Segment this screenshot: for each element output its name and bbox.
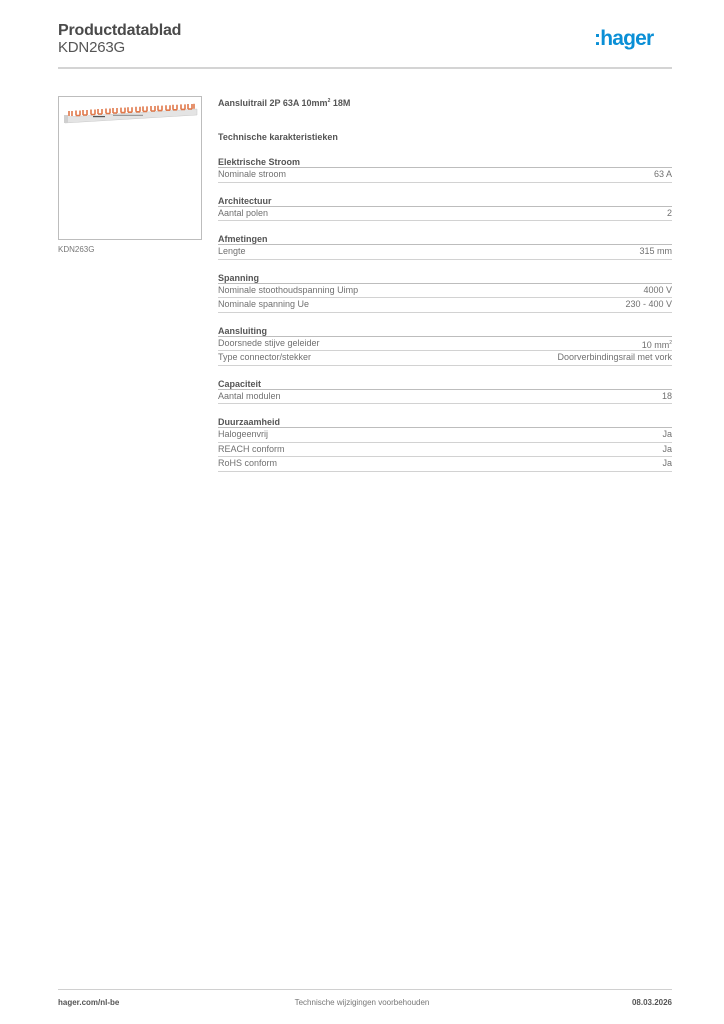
spec-label: Aantal modulen [218, 390, 281, 401]
spec-group-duurzaamheid [218, 416, 672, 472]
spec-row [218, 428, 672, 443]
spec-value: 4000 V [643, 284, 672, 295]
spec-label: Nominale stroom [218, 169, 287, 179]
hager-logo: :hager [594, 27, 654, 50]
busbar-rail-image [63, 101, 199, 125]
spec-value-superscript: 2 [669, 339, 672, 346]
tech-characteristics-heading: Technische karakteristieken [218, 132, 338, 142]
spec-row [218, 207, 672, 222]
spec-label: Type connector/stekker [218, 352, 312, 362]
page-title: Productdatablad [58, 22, 182, 39]
spec-group-aansluiting [218, 325, 672, 366]
spec-row [218, 298, 672, 313]
spec-value: 18 [661, 390, 672, 401]
group-title: Capaciteit [218, 378, 672, 390]
footer-date: 08.03.2026 [631, 998, 672, 1007]
footer-disclaimer: Technische wijzigingen voorbehouden [294, 998, 430, 1007]
group-title: Duurzaamheid [218, 416, 672, 428]
spec-row [218, 390, 672, 405]
spec-row [218, 351, 672, 366]
group-title: Afmetingen [218, 233, 672, 245]
spec-value: Doorverbindingsrail met vork [557, 352, 672, 362]
spec-row [218, 337, 672, 352]
header-divider [58, 67, 672, 69]
spec-value: 230 - 400 V [625, 299, 672, 309]
spec-value-wrapper [642, 337, 672, 351]
spec-label: Nominale spanning Ue [218, 299, 310, 309]
group-title: Aansluiting [218, 325, 672, 337]
spec-label: Nominale stoothoudspanning Uimp [218, 284, 359, 295]
footer-divider [58, 989, 672, 990]
spec-row [218, 168, 672, 183]
spec-value: 63 A [653, 169, 672, 179]
spec-label: Halogeenvrij [218, 429, 269, 439]
spec-value: 315 mm [639, 246, 672, 256]
footer-website-link[interactable]: hager.com/nl-be [58, 998, 120, 1007]
spec-row [218, 245, 672, 260]
group-title: Spanning [218, 272, 672, 284]
product-name-superscript: 2 [327, 98, 331, 104]
spec-value: Ja [662, 443, 672, 454]
product-image-frame [58, 96, 202, 240]
spec-row [218, 457, 672, 472]
spec-row [218, 284, 672, 299]
spec-group-capaciteit [218, 378, 672, 405]
spec-group-elektrische-stroom [218, 156, 672, 183]
group-title: Elektrische Stroom [218, 156, 672, 168]
product-name-text: Aansluitrail 2P 63A 10mm [218, 98, 328, 108]
spec-label: Aantal polen [218, 207, 269, 218]
spec-group-spanning [218, 272, 672, 313]
spec-label: RoHS conform [218, 458, 278, 468]
spec-value: 2 [666, 207, 672, 218]
product-code: KDN263G [58, 39, 125, 56]
spec-row [218, 443, 672, 458]
spec-label: REACH conform [218, 443, 285, 454]
spec-label: Doorsnede stijve geleider [218, 337, 320, 348]
product-name [218, 94, 672, 108]
image-caption: KDN263G [58, 245, 95, 254]
group-title: Architectuur [218, 195, 672, 207]
spec-label: Lengte [218, 246, 246, 256]
spec-value: Ja [662, 429, 672, 439]
product-name-suffix: 18M [330, 98, 351, 108]
spec-group-architectuur [218, 195, 672, 222]
spec-section [218, 94, 672, 472]
spec-value: 10 mm [641, 339, 670, 350]
spec-group-afmetingen [218, 233, 672, 260]
spec-value: Ja [662, 458, 672, 468]
